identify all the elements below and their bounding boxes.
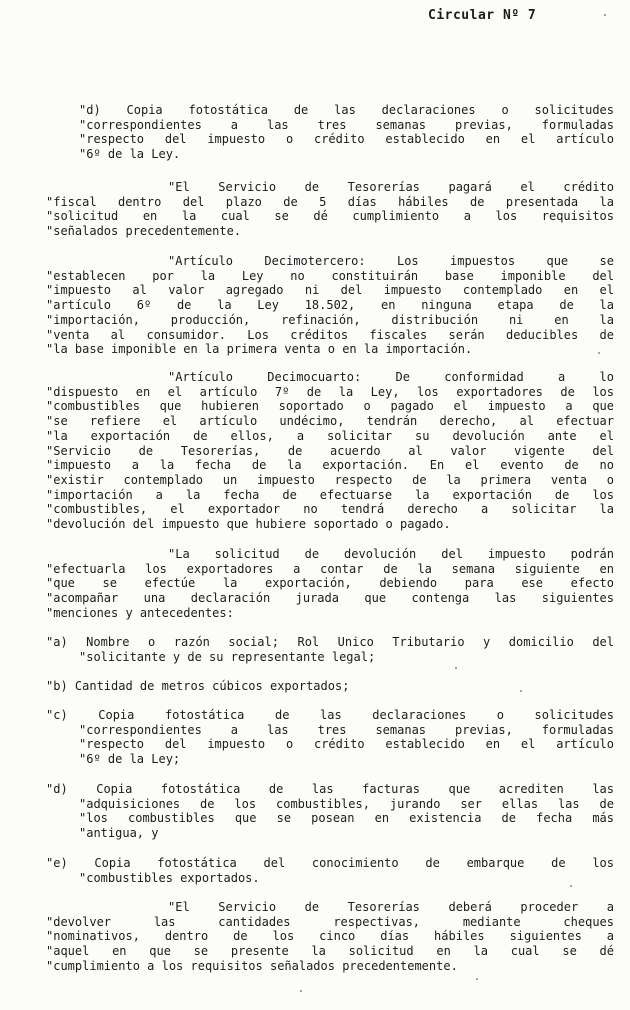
paragraph-line: "a) Nombre o razón social; Rol Unico Tributario y domicilio del	[46, 635, 614, 649]
paragraph-line: "solicitud en la cual se dé cumplimiento a los requisitos	[46, 209, 614, 223]
paragraph-line: "d) Copia fotostática de las facturas que acrediten las	[46, 782, 614, 796]
paragraph-line: "devolver las cantidades respectivas, mediante cheques	[46, 915, 614, 929]
paragraph-line: "la exportación de ellos, a solicitar su devolución ante el	[46, 429, 614, 443]
paragraph-line: "acompañar una declaración jurada que contenga las siguientes	[46, 591, 614, 605]
paragraph-line: "existir contemplado un impuesto respecto de la primera venta o	[46, 473, 614, 487]
paragraph-line: "dispuesto en el artículo 7º de la Ley, los exportadores de los	[46, 385, 614, 399]
paragraph-line: "6º de la Ley.	[79, 147, 181, 161]
scan-speck	[455, 667, 457, 669]
paragraph-line: "La solicitud de devolución del impuesto podrán	[168, 547, 614, 561]
paragraph-line: "efectuarla los exportadores a contar de la semana siguiente en	[46, 562, 614, 576]
paragraph-line: "combustibles que hubieren soportado o pagado el impuesto a que	[46, 399, 614, 413]
paragraph-line: "Servicio de Tesorerías, de acuerdo al valor vigente del	[46, 444, 614, 458]
paragraph-line: "artículo 6º de la Ley 18.502, en ninguna etapa de la	[46, 298, 614, 312]
paragraph-line: "establecen por la Ley no constituirán base imponible del	[46, 269, 614, 283]
page-header: Circular Nº 7	[428, 8, 537, 23]
paragraph-line: "combustibles, el exportador no tendrá derecho a solicitar la	[46, 502, 614, 516]
paragraph-line: "combustibles exportados.	[79, 871, 260, 885]
scan-speck	[598, 352, 600, 354]
paragraph-line: "e) Copia fotostática del conocimiento de embarque de los	[46, 856, 614, 870]
paragraph-line: "correspondientes a las tres semanas previas, formuladas	[79, 723, 614, 737]
paragraph-line: "impuesto a la fecha de la exportación. En el evento de no	[46, 458, 614, 472]
paragraph-line: "importación a la fecha de efectuarse la exportación de los	[46, 488, 614, 502]
paragraph-line: "Artículo Decimocuarto: De conformidad a lo	[168, 370, 614, 384]
scan-speck	[300, 990, 302, 992]
paragraph-line: "d) Copia fotostática de las declaraciones o solicitudes	[79, 103, 614, 117]
paragraph-line: "solicitante y de su representante legal;	[79, 650, 376, 664]
scan-speck	[476, 978, 478, 980]
paragraph-line: "fiscal dentro del plazo de 5 días hábiles de presentada la	[46, 195, 614, 209]
paragraph-line: "impuesto al valor agregado ni del impuesto contemplado en el	[46, 283, 614, 297]
paragraph-line: "correspondientes a las tres semanas previas, formuladas	[79, 118, 614, 132]
paragraph-line: "respecto del impuesto o crédito establecido en el artículo	[79, 737, 614, 751]
paragraph-line: "aquel en que se presente la solicitud en la cual se dé	[46, 944, 614, 958]
paragraph-line: "venta al consumidor. Los créditos fiscales serán deducibles de	[46, 328, 614, 342]
paragraph-line: "respecto del impuesto o crédito establecido en el artículo	[79, 132, 614, 146]
paragraph-line: "Artículo Decimotercero: Los impuestos que se	[168, 254, 614, 268]
paragraph-line: "que se efectúe la exportación, debiendo para ese efecto	[46, 576, 614, 590]
paragraph-line: "la base imponible en la primera venta o en la importación.	[46, 342, 473, 356]
paragraph-line: "El Servicio de Tesorerías deberá proceder a	[168, 900, 614, 914]
paragraph-line: "menciones y antecedentes:	[46, 606, 234, 620]
scan-speck	[604, 14, 606, 16]
paragraph-line: "b) Cantidad de metros cúbicos exportados;	[46, 679, 350, 693]
paragraph-line: "adquisiciones de los combustibles, jurando ser ellas las de	[79, 797, 614, 811]
paragraph-line: "6º de la Ley;	[79, 752, 181, 766]
paragraph-line: "devolución del impuesto que hubiere soportado o pagado.	[46, 517, 451, 531]
paragraph-line: "importación, producción, refinación, distribución ni en la	[46, 313, 614, 327]
paragraph-line: "antigua, y	[79, 826, 159, 840]
paragraph-line: "se refiere el artículo undécimo, tendrán derecho, al efectuar	[46, 414, 614, 428]
paragraph-line: "señalados precedentemente.	[46, 224, 242, 238]
scan-speck	[520, 690, 522, 692]
paragraph-line: "los combustibles que se posean en existencia de fecha más	[79, 811, 614, 825]
scan-speck	[570, 885, 572, 887]
paragraph-line: "cumplimiento a los requisitos señalados precedentemente.	[46, 959, 458, 973]
paragraph-line: "El Servicio de Tesorerías pagará el crédito	[168, 180, 614, 194]
paragraph-line: "nominativos, dentro de los cinco días hábiles siguientes a	[46, 929, 614, 943]
paragraph-line: "c) Copia fotostática de las declaraciones o solicitudes	[46, 708, 614, 722]
